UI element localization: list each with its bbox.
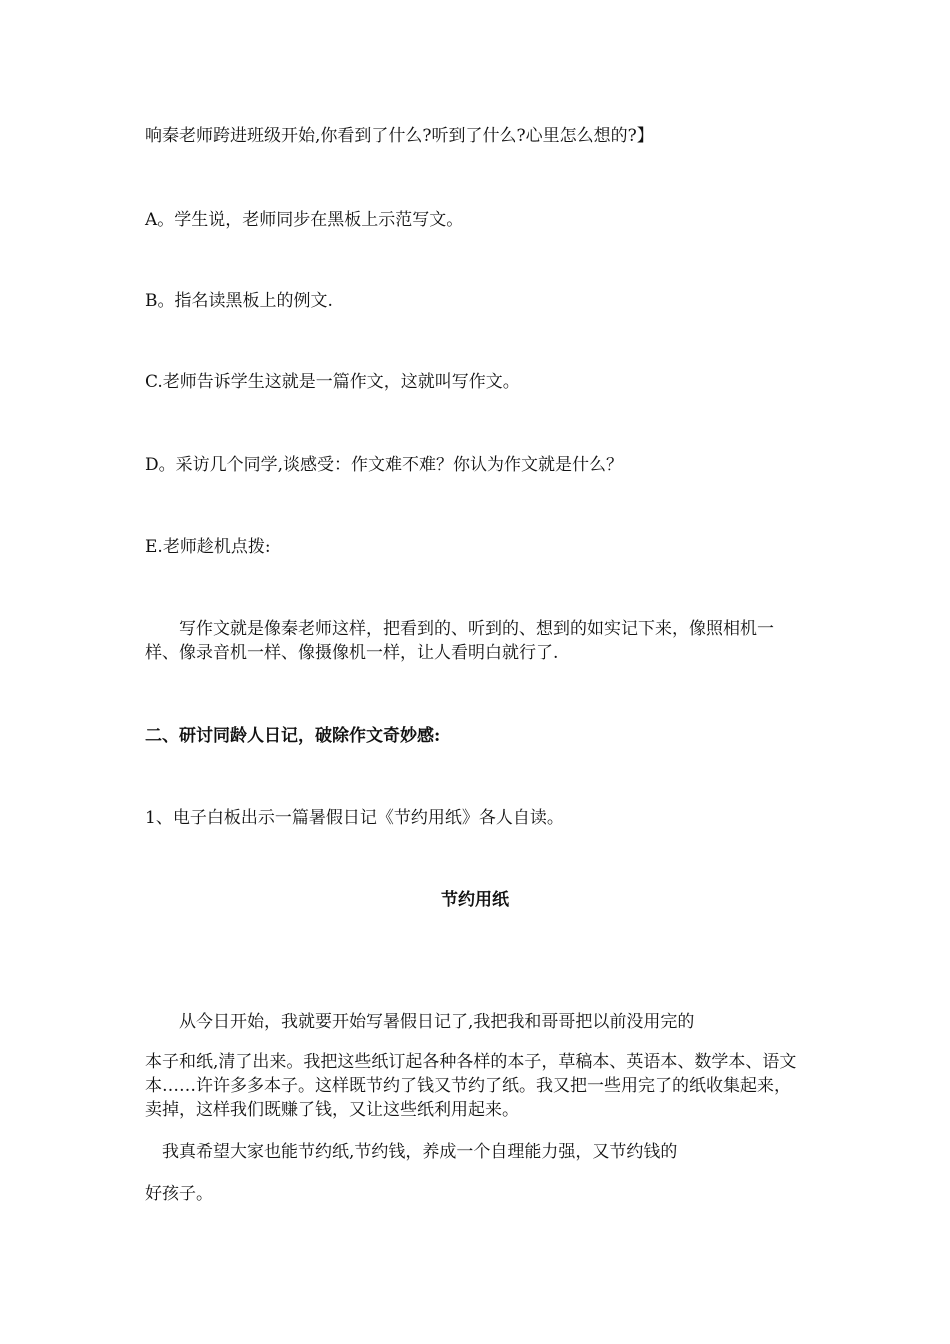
step-a: A。学生说，老师同步在黑板上示范写文。 (145, 210, 464, 230)
instruction-item-1: 1、电子白板出示一篇暑假日记《节约用纸》各人自读。 (145, 808, 564, 828)
diary-paragraph-1-continuation: 本子和纸,清了出来。我把这些纸订起各种各样的本子，草稿本、英语本、数学本、语文本……许许多多本子。这样既节约了钱又节约了纸。我又把一些用完了的纸收集起来，卖掉，这样我们既赚了钱，又让这些纸利用起来。 (145, 1052, 797, 1120)
diary-paragraph-1-first-line: 从今日开始，我就要开始写暑假日记了,我把我和哥哥把以前没用完的 (179, 1012, 695, 1032)
step-c: C.老师告诉学生这就是一篇作文，这就叫写作文。 (145, 372, 520, 392)
diary-title: 节约用纸 (441, 890, 509, 910)
diary-paragraph-2-first-line: 我真希望大家也能节约纸,节约钱，养成一个自理能力强，又节约钱的 (162, 1142, 678, 1162)
step-b: B。指名读黑板上的例文. (145, 291, 333, 311)
paragraph-question: 响秦老师跨进班级开始,你看到了什么?听到了什么?心里怎么想的?】 (145, 126, 654, 146)
step-e: E.老师趁机点拨: (145, 537, 271, 557)
step-d: D。采访几个同学,谈感受：作文难不难？你认为作文就是什么？ (145, 455, 624, 475)
diary-paragraph-2-end: 好孩子。 (145, 1184, 213, 1204)
explanation-paragraph: 写作文就是像秦老师这样，把看到的、听到的、想到的如实记下来，像照相机一样、像录音机一样、像摄像机一样，让人看明白就行了. (145, 619, 774, 663)
section-heading-2: 二、研讨同龄人日记，破除作文奇妙感: (145, 726, 441, 746)
